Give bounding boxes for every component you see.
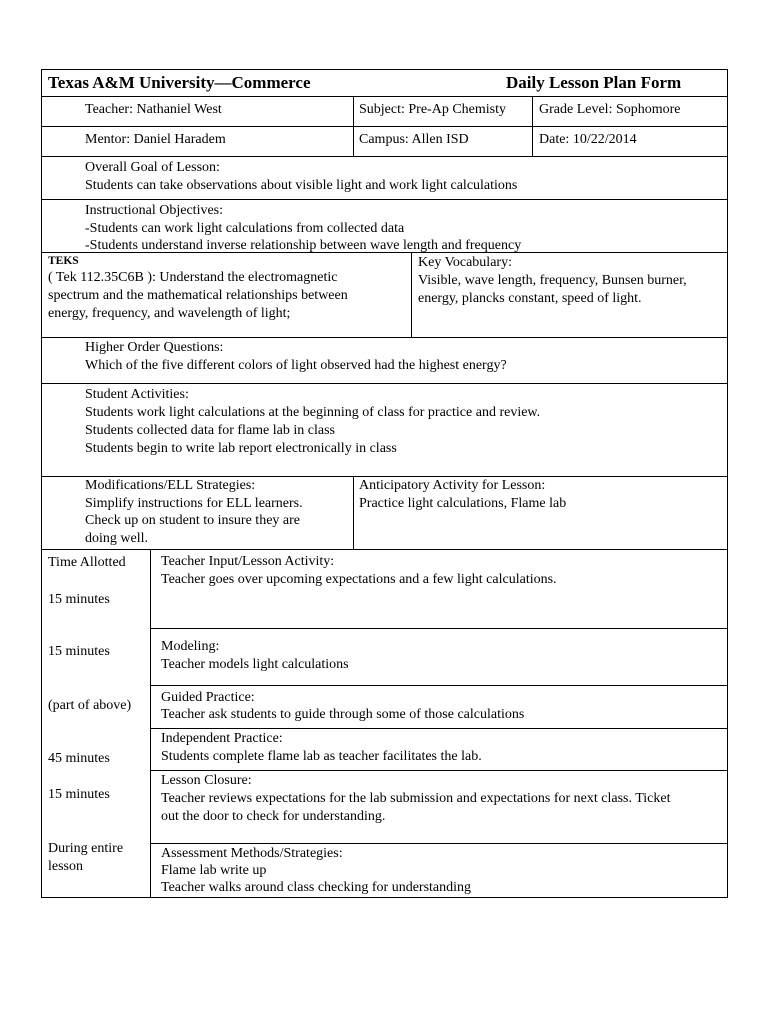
modifications-label: Modifications/ELL Strategies: (85, 478, 256, 493)
time-label: Time Allotted (48, 555, 126, 570)
guided-practice-cell (150, 685, 728, 729)
section-label: Assessment Methods/Strategies: (161, 846, 343, 861)
activities-label: Student Activities: (85, 387, 189, 402)
teacher-input-cell (150, 549, 728, 629)
form-title: Daily Lesson Plan Form (506, 73, 682, 92)
anticipatory-text: Practice light calculations, Flame lab (359, 496, 567, 511)
activity-item: Students work light calculations at the beginning of class for practice and review. (85, 405, 541, 420)
modeling-cell (150, 628, 728, 686)
lesson-plan-form (41, 69, 728, 898)
time-column (41, 549, 151, 898)
time-value: 15 minutes (48, 592, 110, 607)
teacher-field: Teacher: Nathaniel West (85, 102, 222, 117)
objectives-label: Instructional Objectives: (85, 203, 224, 218)
time-value: 45 minutes (48, 751, 110, 766)
goal-text: Students can take observations about visible light and work light calculations (85, 178, 518, 193)
teks-line: energy, frequency, and wavelength of light; (48, 306, 291, 321)
campus-cell (353, 126, 533, 157)
vocab-line: Visible, wave length, frequency, Bunsen burner, (418, 273, 687, 288)
teks-cell (41, 252, 412, 338)
goal-label: Overall Goal of Lesson: (85, 160, 220, 175)
section-label: Independent Practice: (161, 731, 283, 746)
anticipatory-label: Anticipatory Activity for Lesson: (359, 478, 546, 493)
higher-order-text: Which of the five different colors of light observed had the highest energy? (85, 358, 507, 373)
objective-item: -Students can work light calculations from collected data (85, 221, 405, 236)
section-text: out the door to check for understanding. (161, 809, 386, 824)
campus-field: Campus: Allen ISD (359, 132, 469, 147)
activity-item: Students begin to write lab report electronically in class (85, 441, 397, 456)
higher-order-cell (41, 337, 728, 384)
section-text: Teacher reviews expectations for the lab submission and expectations for next class. Ticket (161, 791, 671, 806)
section-text: Students complete flame lab as teacher facilitates the lab. (161, 749, 482, 764)
vocab-label: Key Vocabulary: (418, 255, 512, 270)
teks-label: TEKS (48, 255, 79, 267)
section-text: Teacher goes over upcoming expectations and a few light calculations. (161, 572, 557, 587)
lesson-closure-cell (150, 770, 728, 844)
time-value: (part of above) (48, 698, 132, 713)
assessment-cell (150, 843, 728, 898)
teks-line: ( Tek 112.35C6B ): Understand the electromagnetic (48, 270, 338, 285)
section-text: Teacher models light calculations (161, 657, 349, 672)
subject-field: Subject: Pre-Ap Chemisty (359, 102, 506, 117)
time-value: 15 minutes (48, 787, 110, 802)
modification-line: doing well. (85, 531, 148, 546)
time-value: During entire (48, 841, 124, 856)
teks-line: spectrum and the mathematical relationships between (48, 288, 348, 303)
objectives-cell (41, 199, 728, 253)
vocab-line: energy, plancks constant, speed of light. (418, 291, 642, 306)
grade-cell (532, 96, 728, 127)
teacher-cell (41, 96, 354, 127)
section-label: Modeling: (161, 639, 220, 654)
date-field: Date: 10/22/2014 (539, 132, 637, 147)
independent-practice-cell (150, 728, 728, 771)
university-name: Texas A&M University—Commerce (48, 73, 311, 92)
modification-line: Simplify instructions for ELL learners. (85, 496, 303, 511)
time-value: 15 minutes (48, 644, 110, 659)
section-label: Lesson Closure: (161, 773, 252, 788)
subject-cell (353, 96, 533, 127)
activities-cell (41, 383, 728, 477)
header-row (41, 69, 728, 97)
mentor-cell (41, 126, 354, 157)
section-text: Flame lab write up (161, 863, 267, 878)
anticipatory-cell (353, 476, 728, 550)
section-label: Teacher Input/Lesson Activity: (161, 554, 335, 569)
modifications-cell (41, 476, 354, 550)
activity-item: Students collected data for flame lab in class (85, 423, 335, 438)
mentor-field: Mentor: Daniel Haradem (85, 132, 226, 147)
modification-line: Check up on student to insure they are (85, 513, 301, 528)
higher-order-label: Higher Order Questions: (85, 340, 224, 355)
time-value: lesson (48, 859, 83, 874)
vocab-cell (411, 252, 728, 338)
section-label: Guided Practice: (161, 690, 255, 705)
date-cell (532, 126, 728, 157)
grade-field: Grade Level: Sophomore (539, 102, 681, 117)
objective-item: -Students understand inverse relationship between wave length and frequency (85, 238, 522, 253)
goal-cell (41, 156, 728, 200)
section-text: Teacher walks around class checking for understanding (161, 880, 472, 895)
section-text: Teacher ask students to guide through some of those calculations (161, 707, 525, 722)
